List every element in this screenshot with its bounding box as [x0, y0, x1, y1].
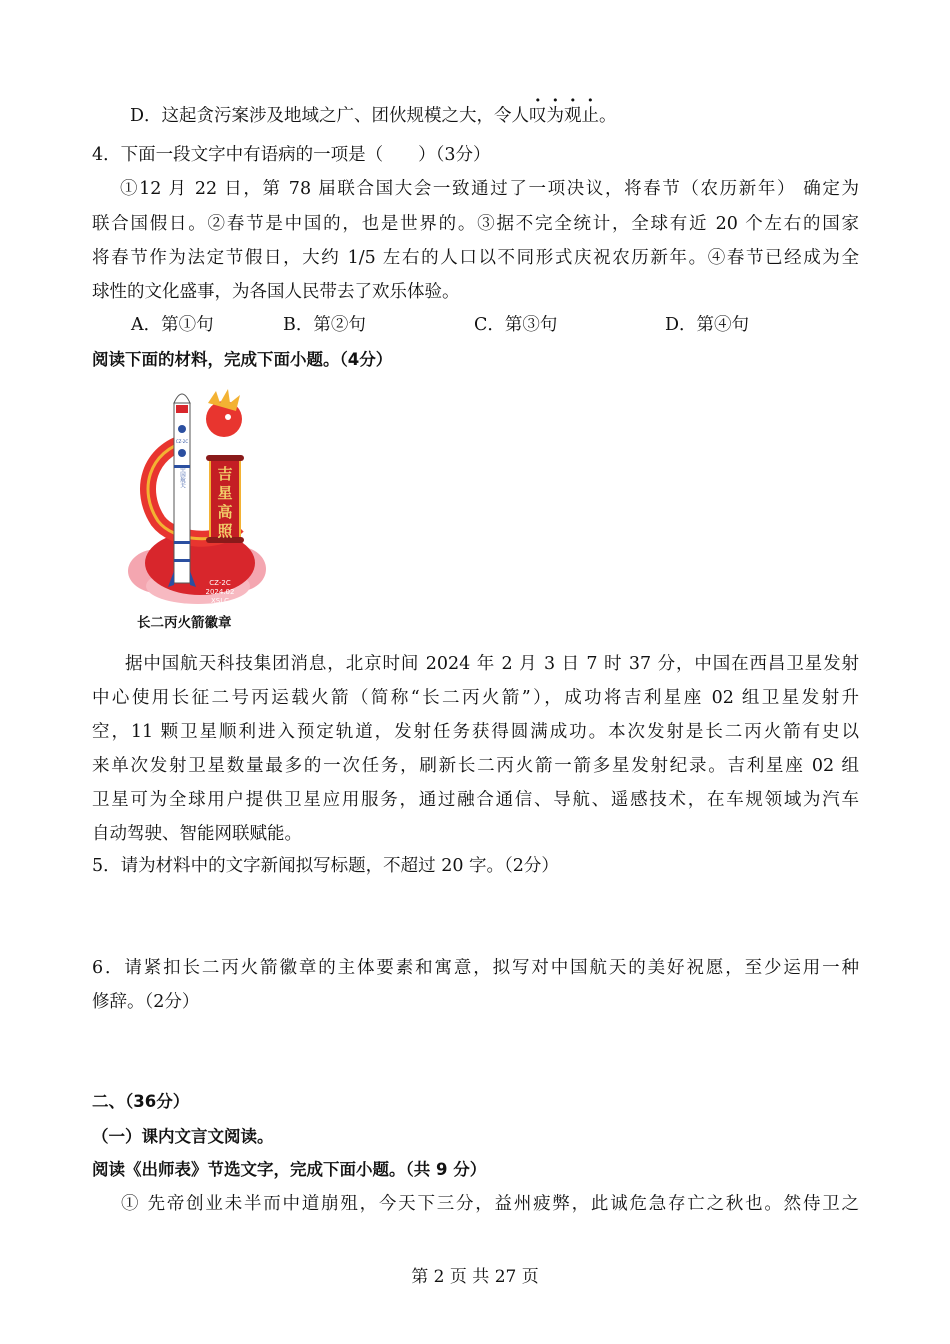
q4-option-a: A．第①句: [131, 315, 214, 335]
q3-option-d-label: D．: [130, 106, 162, 126]
news-line: 来单次发射卫星数量最多的一次任务，刷新长二丙火箭一箭多星发射纪录。吉利星座 02 组: [92, 756, 859, 776]
stamp-line: XSLC: [210, 597, 230, 605]
material-heading: 阅读下面的材料，完成下面小题。（4分）: [92, 350, 393, 369]
emphasis-char: 叹: [529, 106, 547, 126]
q4-option-c: C．第③句: [474, 315, 558, 335]
badge-caption: 长二丙火箭徽章: [137, 615, 232, 631]
q3-option-d-text: 这起贪污案涉及地域之广、团伙规模之大，令人: [161, 106, 530, 126]
q4-passage-line: 球性的文化盛事，为各国人民带去了欢乐体验。: [92, 282, 460, 302]
scroll-char: 高: [217, 503, 233, 521]
q4-passage-line: ①12 月 22 日，第 78 届联合国大会一致通过了一项决议，将春节（农历新年） 确定为: [120, 179, 859, 199]
news-line: 中心使用长征二号丙运载火箭（简称“长二丙火箭”），成功将吉利星座 02 组卫星发射升: [92, 688, 859, 708]
news-line: 空，11 颗卫星顺利进入预定轨道，发射任务获得圆满成功。本次发射是长二丙火箭有史以: [92, 722, 859, 742]
q4-stem: 4．下面一段文字中有语病的一项是（ ）（3分）: [92, 145, 491, 165]
rocket-nose: [174, 394, 190, 403]
rocket-stripe: [174, 541, 190, 544]
page-footer: 第 2 页 共 27 页: [411, 1267, 539, 1287]
q4-passage-line: 联合国假日。②春节是中国的，也是世界的。③据不完全统计，全球有近 20 个左右的国家: [92, 214, 860, 234]
q4-option-b: B．第②句: [283, 315, 366, 335]
scroll-char: 星: [217, 484, 233, 502]
q6-line: 修辞。（2分）: [92, 992, 200, 1012]
stamp-line: 2024.02: [205, 588, 235, 596]
rocket-logo-icon-2: [178, 449, 186, 457]
section2-first-line: ① 先帝创业未半而中道崩殂，今天下三分，益州疲弊，此诚危急存亡之秋也。然侍卫之: [121, 1194, 859, 1214]
rocket-logo-icon: [178, 425, 186, 433]
rocket-code: CZ-2C: [175, 439, 189, 444]
news-line: 卫星可为全球用户提供卫星应用服务，通过融合通信、导航、遥感技术，在车规领域为汽车: [92, 790, 859, 810]
q6-line: 6．请紧扣长二丙火箭徽章的主体要素和寓意，拟写对中国航天的美好祝愿，至少运用一种: [92, 958, 859, 978]
emphasis-char: 为: [546, 106, 565, 126]
china-flag-icon: [176, 405, 188, 413]
section2-title: 二、（36分）: [92, 1092, 190, 1111]
scroll-char: 吉: [217, 465, 233, 483]
scroll-char: 照: [217, 522, 233, 540]
dragon-eye-shape: [225, 414, 231, 420]
section2-instruction: 阅读《出师表》节选文字，完成下面小题。（共 9 分）: [92, 1160, 487, 1179]
rocket-text: 中国航天: [179, 466, 185, 488]
rocket-badge-image: [128, 381, 268, 611]
emphasis-char: 观: [564, 106, 582, 126]
news-line: 据中国航天科技集团消息，北京时间 2024 年 2 月 3 日 7 时 37 分，中国在西昌卫星发射: [125, 654, 859, 674]
q3-option-d-end: 。: [599, 106, 617, 126]
emphasis-char: 止: [581, 106, 600, 126]
scroll-top-rod: [206, 455, 244, 461]
section2-subtitle: （一）课内文言文阅读。: [92, 1127, 274, 1146]
rocket-stripe: [174, 559, 190, 562]
q3-option-d: [130, 104, 617, 128]
stamp-line: CZ-2C: [209, 579, 231, 587]
q4-passage-line: 将春节作为法定节假日，大约 1/5 左右的人口以不同形式庆祝农历新年。④春节已经成为全: [92, 248, 859, 268]
news-line: 自动驾驶、智能网联赋能。: [92, 824, 302, 844]
q5-stem: 5．请为材料中的文字新闻拟写标题，不超过 20 字。（2分）: [92, 856, 559, 876]
q4-option-d: D．第④句: [665, 315, 750, 335]
